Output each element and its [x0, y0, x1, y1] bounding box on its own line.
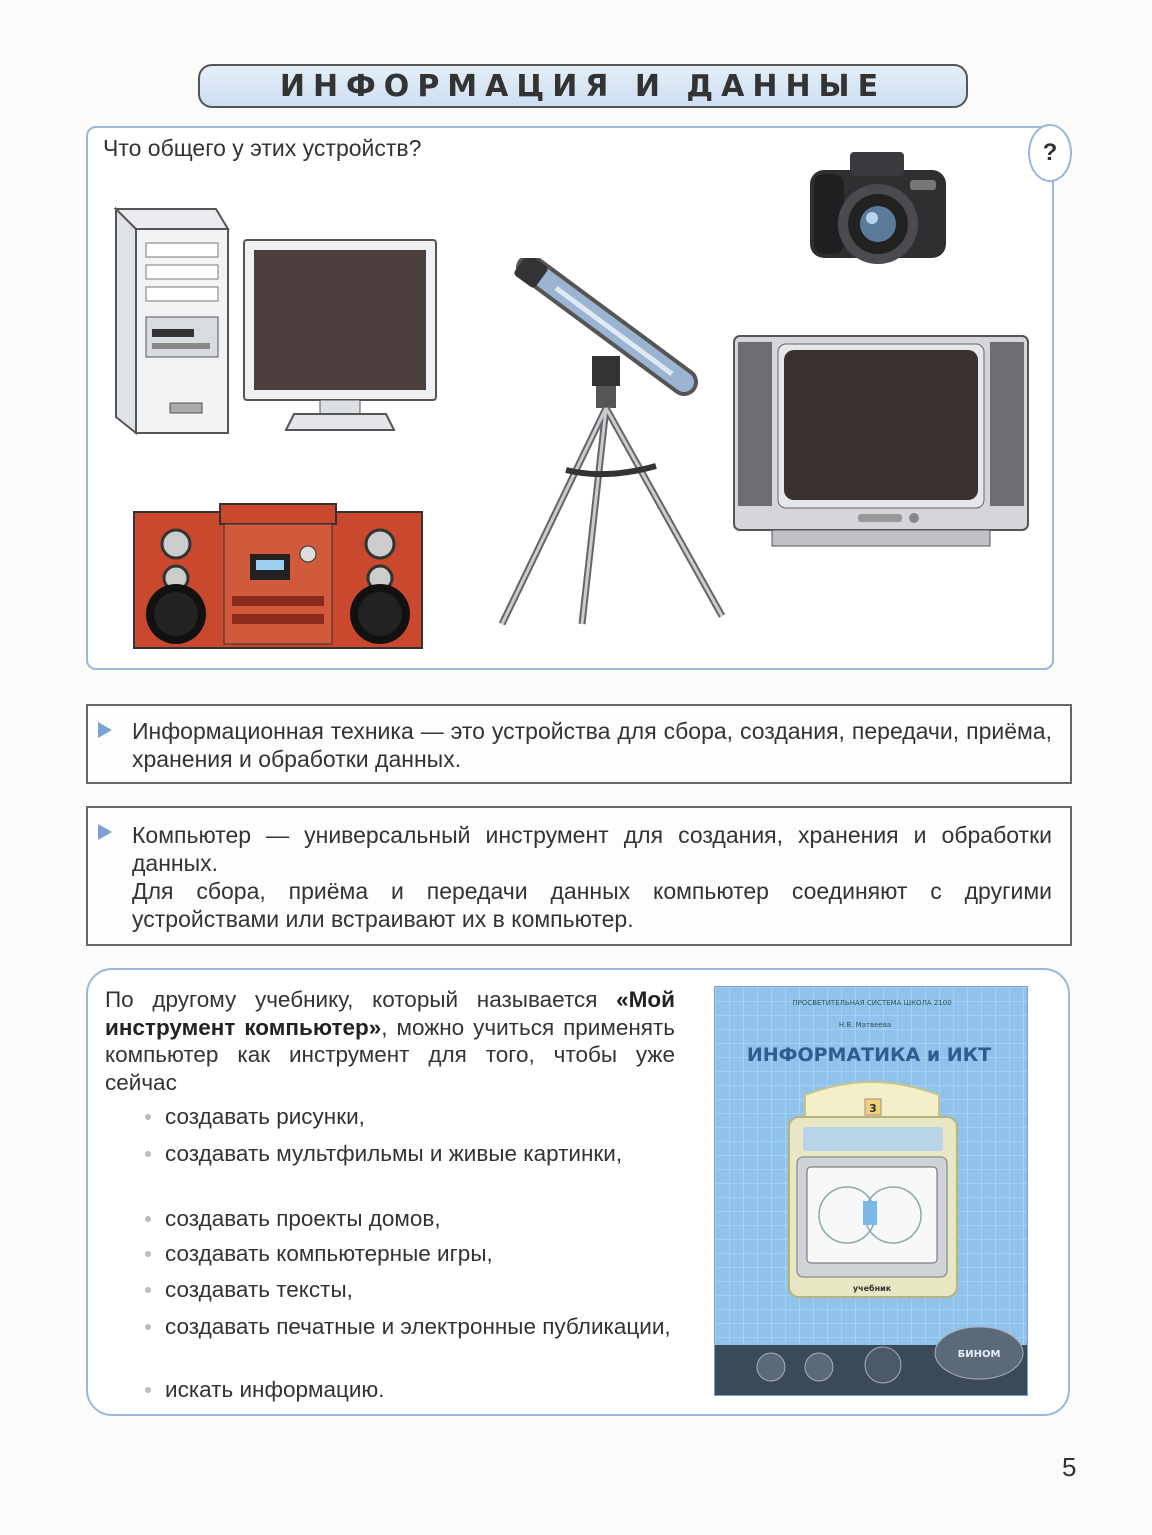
bullet-icon — [145, 1287, 151, 1293]
cover-author: Н.В. Матвеева — [838, 1021, 892, 1029]
cover-series: ПРОСВЕТИТЕЛЬНАЯ СИСТЕМА ШКОЛА 2100 — [792, 999, 952, 1007]
definition-box-computer — [86, 806, 1072, 946]
list-item: создавать тексты, — [145, 1276, 675, 1303]
list-item: создавать мультфильмы и живые картинки, — [145, 1140, 675, 1167]
page-title: ИНФОРМАЦИЯ И ДАННЫЕ — [279, 68, 887, 104]
cover-subtitle: учебник — [852, 1284, 892, 1293]
computer-icon — [112, 205, 234, 437]
bullet-icon — [145, 1387, 151, 1393]
list-item: создавать проекты домов, — [145, 1205, 675, 1232]
definition-box-info-technology — [86, 704, 1072, 784]
bullet-icon — [145, 1324, 151, 1330]
textbook-cover-art — [715, 987, 1028, 1396]
telescope-icon — [496, 258, 728, 630]
definition-text: Информационная техника — это устройства для сбора, создания, передачи, приёма, хранения и обработки данных. — [132, 718, 1052, 772]
bullet-icon — [145, 1151, 151, 1157]
tv-icon — [732, 334, 1030, 548]
arrow-icon — [98, 824, 112, 840]
cover-title: ИНФОРМАТИКА и ИКТ — [746, 1044, 992, 1066]
arrow-icon — [98, 722, 112, 738]
definition-text: Для сбора, приёма и передачи данных компьютер соединяют с другими устройствами или встраивают их в компьютер. — [132, 878, 1052, 932]
camera-icon — [806, 146, 950, 268]
monitor-icon — [242, 238, 438, 434]
cover-publisher: БИНОМ — [957, 1349, 1001, 1360]
intro-text-after: , можно учиться применять компьютер как инструмент для того, чтобы уже сейчас — [105, 1014, 675, 1095]
list-item: искать информацию. — [145, 1376, 675, 1403]
textbook-cover — [714, 986, 1028, 1396]
list-item: создавать рисунки, — [145, 1103, 675, 1130]
intro-text-before: По другому учебнику, который называется — [105, 987, 617, 1012]
list-item: создавать печатные и электронные публикации, — [145, 1313, 675, 1340]
bullet-icon — [145, 1251, 151, 1257]
bullet-icon — [145, 1216, 151, 1222]
page-number: 5 — [1062, 1452, 1077, 1482]
cover-grade: 3 — [869, 1102, 877, 1115]
title-banner — [198, 64, 968, 108]
definition-text: Компьютер — универсальный инструмент для создания, хранения и обработки данных. — [132, 822, 1052, 876]
bullet-icon — [145, 1114, 151, 1120]
textbook-intro — [105, 986, 675, 1096]
question-badge: ? — [1028, 124, 1072, 182]
list-item: создавать компьютерные игры, — [145, 1240, 675, 1267]
textbook-name: «Мой инструмент компьютер» — [105, 987, 675, 1040]
stereo-icon — [132, 500, 424, 652]
question-text: Что общего у этих устройств? — [103, 135, 422, 161]
